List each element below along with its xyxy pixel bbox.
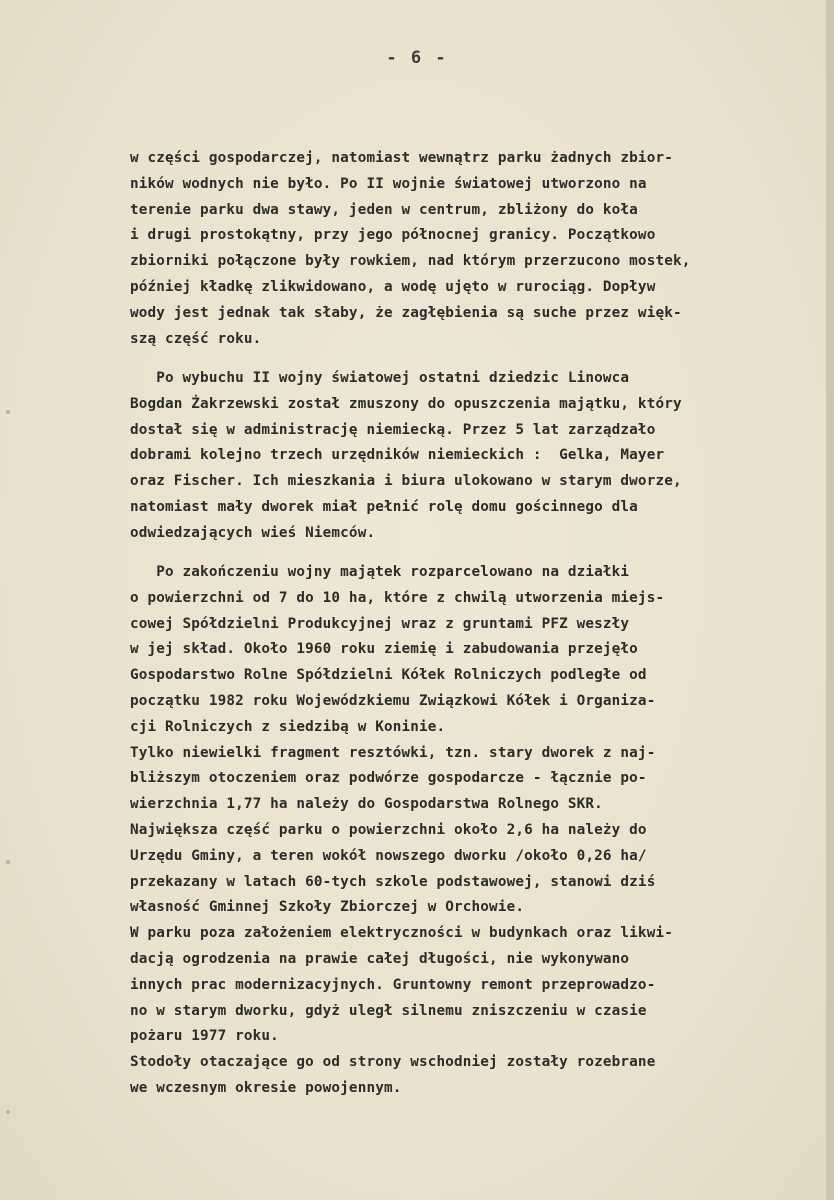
text-line: i drugi prostokątny, przy jego północnej granicy. Początkowo [130,227,656,244]
text-line: Gospodarstwo Rolne Spółdzielni Kółek Rolniczych podległe od [130,667,647,684]
text-line: cji Rolniczych z siedzibą w Koninie. [130,718,446,735]
page-number: - 6 - [386,48,448,68]
punch-mark [6,860,10,864]
text-line: w jej skład. Około 1960 roku ziemię i zabudowania przejęło [130,641,638,658]
paragraph-1 [130,146,810,352]
text-line: natomiast mały dworek miał pełnić rolę domu gościnnego dla [130,498,638,515]
text-line: początku 1982 roku Wojewódzkiemu Związkowi Kółek i Organiza- [130,692,656,709]
text-line: w części gospodarczej, natomiast wewnątrz parku żadnych zbior- [130,150,673,166]
text-line: innych prac modernizacyjnych. Gruntowny remont przeprowadzo- [130,976,656,993]
paragraph-2 [130,366,810,547]
text-line: dostał się w administrację niemiecką. Przez 5 lat zarządzało [130,421,656,438]
text-line: zbiorniki połączone były rowkiem, nad którym przerzucono mostek, [130,253,691,270]
text-line: szą część roku. [130,330,262,347]
text-line: odwiedzających wieś Niemców. [130,524,376,541]
text-line: terenie parku dwa stawy, jeden w centrum, zbliżony do koła [130,201,638,218]
text-line: przekazany w latach 60-tych szkole podstawowej, stanowi dziś [130,873,656,890]
text-line: własność Gminnej Szkoły Zbiorczej w Orchowie. [130,899,525,916]
text-line: bliższym otoczeniem oraz podwórze gospodarcze - łącznie po- [130,770,647,787]
text-line: Po wybuchu II wojny światowej ostatni dziedzic Linowca [130,370,630,386]
punch-mark [6,1110,10,1114]
text-line: dacją ogrodzenia na prawie całej długości, nie wykonywano [130,950,630,967]
text-line: o powierzchni od 7 do 10 ha, które z chwilą utworzenia miejs- [130,589,665,606]
text-line: dobrami kolejno trzech urzędników niemieckich : Gelka, Mayer [130,447,665,464]
text-line: wierzchnia 1,77 ha należy do Gospodarstwa Rolnego SKR. [130,796,603,813]
text-line: Bogdan Żakrzewski został zmuszony do opuszczenia majątku, który [130,395,682,412]
text-line: ników wodnych nie było. Po II wojnie światowej utworzono na [130,175,647,192]
text-line: cowej Spółdzielni Produkcyjnej wraz z gruntami PFZ weszły [130,615,630,632]
text-line: Tylko niewielki fragment resztówki, tzn. stary dworek z naj- [130,744,656,761]
paragraph-3 [130,560,810,1102]
text-line: Urzędu Gminy, a teren wokół nowszego dworku /około 0,26 ha/ [130,847,647,864]
text-line: no w starym dworku, gdyż uległ silnemu zniszczeniu w czasie [130,1002,647,1019]
text-line: oraz Fischer. Ich mieszkania i biura ulokowano w starym dworze, [130,473,682,490]
page-edge [826,0,834,1200]
text-line: Po zakończeniu wojny majątek rozparcelowano na działki [130,564,630,580]
text-line: Największa część parku o powierzchni około 2,6 ha należy do [130,821,647,838]
text-line: we wczesnym okresie powojennym. [130,1079,402,1096]
text-line: pożaru 1977 roku. [130,1028,279,1045]
text-line: wody jest jednak tak słaby, że zagłębienia są suche przez więk- [130,304,682,321]
text-line: Stodoły otaczające go od strony wschodniej zostały rozebrane [130,1054,656,1071]
text-line: później kładkę zlikwidowano, a wodę ujęto w rurociąg. Dopływ [130,278,656,295]
text-line: W parku poza założeniem elektryczności w budynkach oraz likwi- [130,925,673,942]
punch-mark [6,410,10,414]
